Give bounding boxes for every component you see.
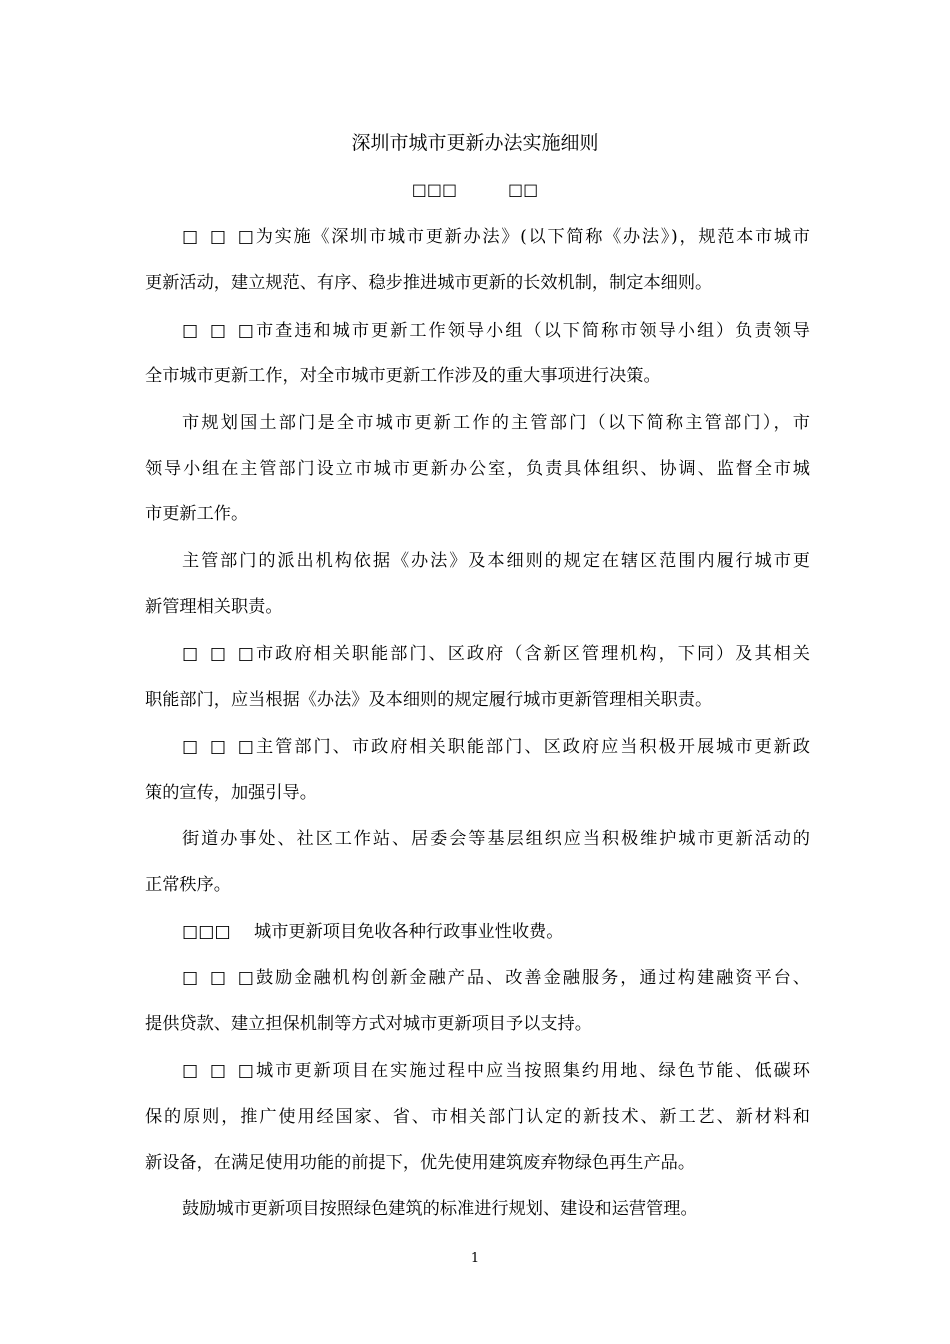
article-number: □□□ (182, 227, 254, 247)
article-number: □□□ (182, 968, 254, 988)
body-line: 更新活动，建立规范、有序、稳步推进城市更新的长效机制，制定本细则。 (145, 273, 713, 293)
body-line: 主管部门的派出机构依据《办法》及本细则的规定在辖区范围内履行城市更 (182, 551, 810, 571)
body-line: 全市城市更新工作，对全市城市更新工作涉及的重大事项进行决策。 (145, 366, 661, 386)
article-number: □□□ (182, 644, 254, 664)
page-number: 1 (470, 1251, 480, 1266)
body-line: 新管理相关职责。 (145, 597, 283, 617)
body-line: 街道办事处、社区工作站、居委会等基层组织应当积极维护城市更新活动的 (182, 829, 810, 849)
article-line (182, 318, 810, 344)
article-text: 鼓励金融机构创新金融产品、改善金融服务，通过构建融资平台、 (254, 968, 810, 988)
article-line (182, 734, 810, 760)
body-line: 提供贷款、建立担保机制等方式对城市更新项目予以支持。 (145, 1014, 592, 1034)
body-line: 市规划国土部门是全市城市更新工作的主管部门（以下简称主管部门），市 (182, 413, 810, 433)
chapter-heading: □□□ □□ (411, 180, 539, 199)
body-line: 市更新工作。 (145, 504, 249, 524)
article-text: 城市更新项目在实施过程中应当按照集约用地、绿色节能、低碳环 (254, 1061, 810, 1081)
body-line: 领导小组在主管部门设立市城市更新办公室，负责具体组织、协调、监督全市城 (145, 459, 810, 479)
body-line: 职能部门，应当根据《办法》及本细则的规定履行城市更新管理相关职责。 (145, 690, 713, 710)
body-line: 保的原则，推广使用经国家、省、市相关部门认定的新技术、新工艺、新材料和 (145, 1107, 810, 1127)
article-text: 市政府相关职能部门、区政府（含新区管理机构，下同）及其相关 (254, 644, 810, 664)
article-number: □□□ (182, 1061, 254, 1081)
body-line: 鼓励城市更新项目按照绿色建筑的标准进行规划、建设和运营管理。 (182, 1199, 698, 1219)
body-line: 策的宣传，加强引导。 (145, 783, 317, 803)
body-line: 正常秩序。 (145, 875, 231, 895)
article-number: □□□ (182, 321, 254, 341)
article-text: 为实施《深圳市城市更新办法》(以下简称《办法》)，规范本市城市 (254, 227, 810, 247)
article-text: 主管部门、市政府相关职能部门、区政府应当积极开展城市更新政 (254, 737, 810, 757)
article-number: □□□ (182, 922, 231, 942)
article-text: 市查违和城市更新工作领导小组（以下简称市领导小组）负责领导 (254, 321, 810, 341)
body-line: 新设备，在满足使用功能的前提下，优先使用建筑废弃物绿色再生产品。 (145, 1153, 696, 1173)
article-line (182, 1058, 810, 1084)
article-line (182, 919, 810, 945)
document-title: 深圳市城市更新办法实施细则 (351, 132, 599, 154)
article-line (182, 641, 810, 667)
article-line (182, 224, 810, 250)
article-number: □□□ (182, 737, 254, 757)
article-line (182, 965, 810, 991)
article-text: 城市更新项目免收各种行政事业性收费。 (254, 922, 564, 942)
